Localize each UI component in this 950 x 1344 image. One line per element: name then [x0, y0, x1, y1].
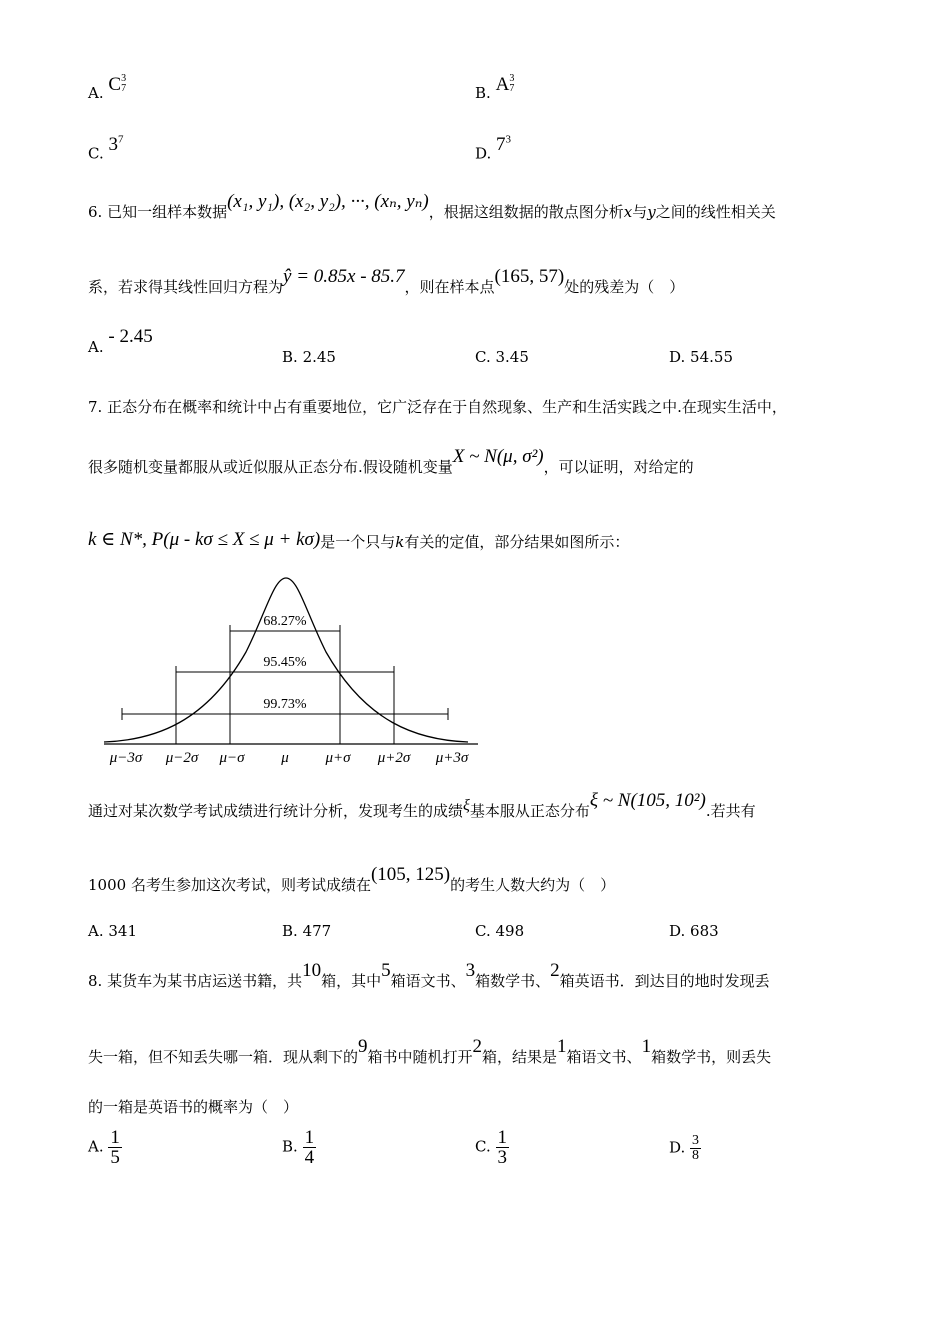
q7-option-c: C. 498 [475, 922, 525, 940]
q8-option-b: B. $\frac{1}{4}$ [282, 1127, 315, 1168]
tick-mu-plus-2sigma: μ+2σ [377, 750, 411, 766]
q6-line2: 系，若求得其线性回归方程为ŷ = 0.85x - 85.7，则在样本点(165, 57)处的残差为（ ） [88, 266, 685, 296]
band-2sigma-label: 95.45% [263, 655, 307, 670]
q8-b-fraction: $\frac{1}{4}$ [304, 1127, 315, 1168]
tick-mu: μ [281, 750, 289, 766]
q6-option-d: D. 54.55 [669, 348, 733, 366]
tick-mu-minus-3sigma: μ−3σ [109, 750, 143, 766]
q7-dist: X ~ N(μ, σ²) [452, 446, 544, 467]
q6-option-b: B. 2.45 [282, 348, 336, 366]
q7-option-d: D. 683 [669, 922, 719, 940]
tick-mu-minus-2sigma: μ−2σ [165, 750, 199, 766]
q6-option-a: A. - 2.45 [88, 326, 153, 356]
q8-line2: 失一箱，但不知丢失哪一箱．现从剩下的9箱书中随机打开2箱，结果是1箱语文书、1箱数学书，则丢失 [88, 1036, 772, 1066]
q6-line1: 6. 已知一组样本数据(x₁, y₁), (x₂, y₂), ···, (xₙ, yₙ)，根据这组数据的散点图分析x与y之间的线性相关关 [88, 191, 776, 221]
q7-option-b: B. 477 [282, 922, 332, 940]
tick-mu-minus-sigma: μ−σ [219, 750, 245, 766]
q7-line4: 通过对某次数学考试成绩进行统计分析，发现考生的成绩ξ基本服从正态分布ξ ~ N(105, 10²).若共有 [88, 790, 756, 820]
q7-option-a: A. 341 [88, 922, 138, 940]
q8-a-fraction: $\frac{1}{5}$ [110, 1127, 120, 1168]
band-3sigma-label: 99.73% [263, 697, 307, 712]
q6-samples: (x₁, y₁), (x₂, y₂), ···, (xₙ, yₙ) [227, 191, 429, 212]
q5-option-b: B. A 3 7 [475, 73, 515, 102]
q7-line2: 很多随机变量都服从或近似服从正态分布.假设随机变量X ~ N(μ, σ²)，可以证明，对给定的 [88, 446, 694, 476]
q7-k-condition: k ∈ N*, P(μ - kσ ≤ X ≤ μ + kσ) [88, 529, 321, 550]
q5-option-a: A. C 3 7 [88, 73, 127, 102]
q7-xi-dist: ξ ~ N(105, 10²) [589, 790, 706, 811]
q8-c-fraction: $\frac{1}{3}$ [497, 1127, 507, 1168]
band-1sigma-label: 68.27% [263, 614, 307, 629]
q5-d-math: $7^3$ [496, 134, 512, 156]
q7-line3: k ∈ N*, P(μ - kσ ≤ X ≤ μ + kσ)是一个只与k有关的定值，部分结果如图所示： [88, 529, 630, 551]
tick-mu-plus-3sigma: μ+3σ [435, 750, 469, 766]
q8-option-d: D. $\frac{3}{8}$ [669, 1133, 700, 1163]
q8-option-c: C. $\frac{1}{3}$ [475, 1127, 507, 1168]
q7-interval: (105, 125) [370, 864, 451, 885]
tick-mu-plus-sigma: μ+σ [325, 750, 351, 766]
q8-line3: 的一箱是英语书的概率为（ ） [88, 1098, 299, 1116]
q7-line1: 7. 正态分布在概率和统计中占有重要地位，它广泛存在于自然现象、生产和生活实践之中.在现实生活中， [88, 398, 787, 416]
q7-line5: 1000 名考生参加这次考试，则考试成绩在(105, 125)的考生人数大约为（ ） [88, 864, 616, 894]
q5-option-d: D. $7^3$ [475, 134, 512, 163]
q5-b-math: A 3 7 [495, 73, 515, 95]
q6-option-c: C. 3.45 [475, 348, 529, 366]
q8-d-fraction: $\frac{3}{8}$ [692, 1133, 700, 1163]
q5-option-c: C. $3^7$ [88, 134, 124, 163]
q5-c-math: $3^7$ [108, 134, 124, 156]
q5-a-math: C 3 7 [108, 73, 127, 95]
q8-option-a: A. $\frac{1}{5}$ [88, 1127, 120, 1168]
q8-line1: 8. 某货车为某书店运送书籍，共10箱，其中5箱语文书、3箱数学书、2箱英语书．到达目的地时发现丢 [88, 960, 770, 990]
normal-distribution-figure [96, 572, 486, 770]
q6-point: (165, 57) [494, 266, 565, 287]
q6-equation: ŷ = 0.85x - 85.7 [283, 266, 405, 287]
